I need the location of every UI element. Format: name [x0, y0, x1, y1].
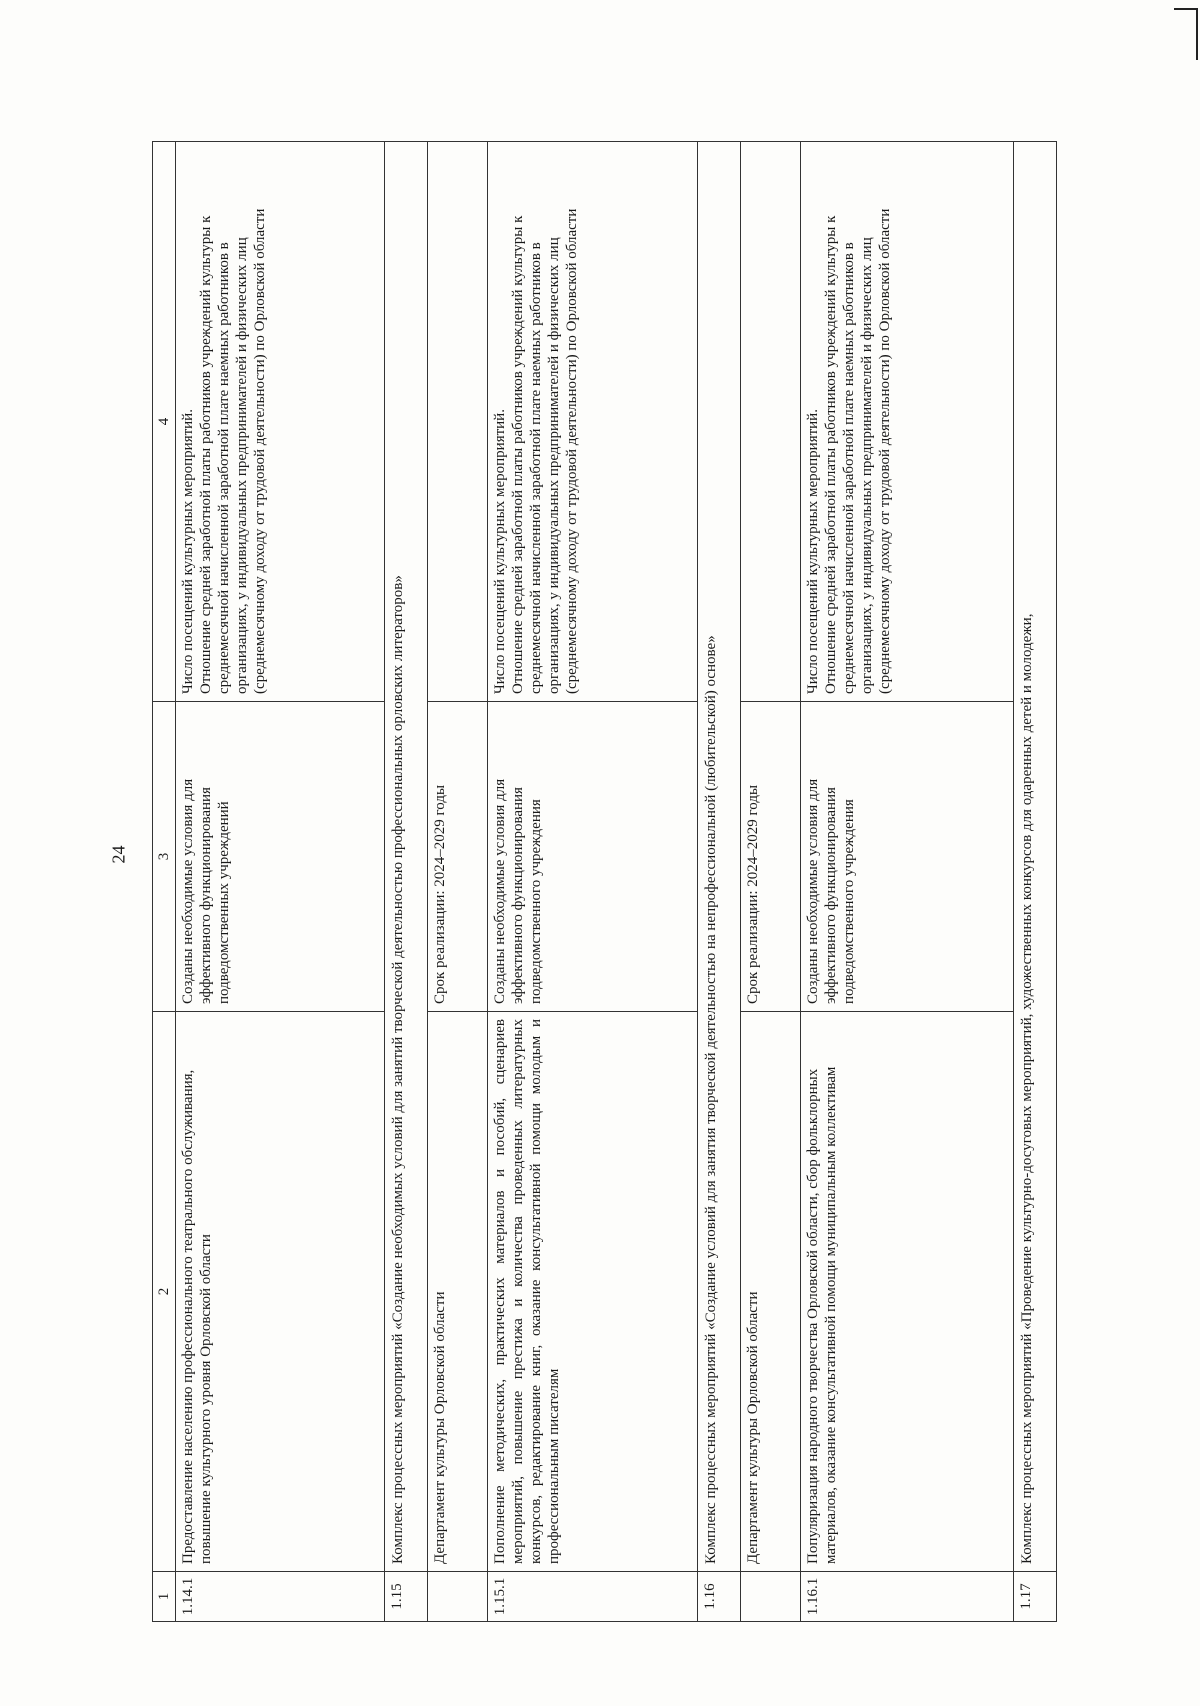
task-description: Пополнение методических, практических материалов и пособий, сценариев мероприятий, повышение престижа и количества проведенных литературных конкурсов, редактирование книг, оказание консультативной помощи молодым и профессиональным писателям	[487, 1012, 697, 1572]
indicators: Число посещений культурных мероприятий. Отношение средней заработной платы работников учреждений культуры к среднемесячной начисленной заработной плате наемных работников в организациях, у индивидуальных предпринимателей и физических лиц (среднемесячному доходу от трудовой деятельности) по Орловской области	[487, 142, 697, 702]
responsible-department: Департамент культуры Орловской области	[740, 1012, 800, 1572]
empty-cell	[427, 142, 487, 702]
header-row	[153, 142, 176, 1622]
rotated-table-container	[152, 142, 1057, 1622]
section-title: Комплекс процессных мероприятий «Создание условий для занятия творческой деятельностью на непрофессиональной (любительской) основе»	[698, 142, 741, 1572]
task-description: Предоставление населению профессионального театрального обслуживания, повышение культурного уровня Орловской области	[176, 1012, 384, 1572]
indicators: Число посещений культурных мероприятий. Отношение средней заработной платы работников учреждений культуры к среднемесячной начисленной заработной плате наемных работников в организациях, у индивидуальных предпринимателей и физических лиц (среднемесячному доходу от трудовой деятельности) по Орловской области	[176, 142, 384, 702]
implementation-term: Срок реализации: 2024–2029 годы	[427, 702, 487, 1012]
empty-cell	[740, 1572, 800, 1622]
responsible-row	[427, 142, 487, 1622]
header-col-2: 2	[153, 1012, 176, 1572]
header-col-4: 4	[153, 142, 176, 702]
section-number: 1.17	[1014, 1572, 1057, 1622]
section-number: 1.15	[384, 1572, 427, 1622]
implementation-term: Срок реализации: 2024–2029 годы	[740, 702, 800, 1012]
section-title: Комплекс процессных мероприятий «Создание необходимых условий для занятий творческой деятельностью профессиональных орловских литераторов»	[384, 142, 427, 1572]
table-row	[487, 142, 697, 1622]
row-number: 1.15.1	[487, 1572, 697, 1622]
empty-cell	[427, 1572, 487, 1622]
section-row	[1014, 142, 1057, 1622]
section-title: Комплекс процессных мероприятий «Проведение культурно-досуговых мероприятий, художественных конкурсов для одаренных детей и молодежи,	[1014, 142, 1057, 1572]
responsible-row	[740, 142, 800, 1622]
section-number: 1.16	[698, 1572, 741, 1622]
row-number: 1.14.1	[176, 1572, 384, 1622]
task-description: Популяризация народного творчества Орловской области, сбор фольклорных материалов, оказание консультативной помощи муниципальным коллективам	[800, 1012, 1014, 1572]
section-row	[698, 142, 741, 1622]
expected-effect: Созданы необходимые условия для эффективного функционирования подведомственного учреждения	[800, 702, 1014, 1012]
responsible-department: Департамент культуры Орловской области	[427, 1012, 487, 1572]
corner-crop-mark	[1174, 8, 1198, 60]
expected-effect: Созданы необходимые условия для эффективного функционирования подведомственного учреждения	[487, 702, 697, 1012]
page-number: 24	[108, 845, 129, 864]
row-number: 1.16.1	[800, 1572, 1014, 1622]
expected-effect: Созданы необходимые условия для эффективного функционирования подведомственных учреждений	[176, 702, 384, 1012]
header-col-1: 1	[153, 1572, 176, 1622]
section-row	[384, 142, 427, 1622]
empty-cell	[740, 142, 800, 702]
header-col-3: 3	[153, 702, 176, 1012]
indicators: Число посещений культурных мероприятий. Отношение средней заработной платы работников учреждений культуры к среднемесячной начисленной заработной плате наемных работников в организациях, у индивидуальных предпринимателей и физических лиц (среднемесячному доходу от трудовой деятельности) по Орловской области	[800, 142, 1014, 702]
table-row	[800, 142, 1014, 1622]
table-row	[176, 142, 384, 1622]
program-table	[152, 141, 1057, 1622]
